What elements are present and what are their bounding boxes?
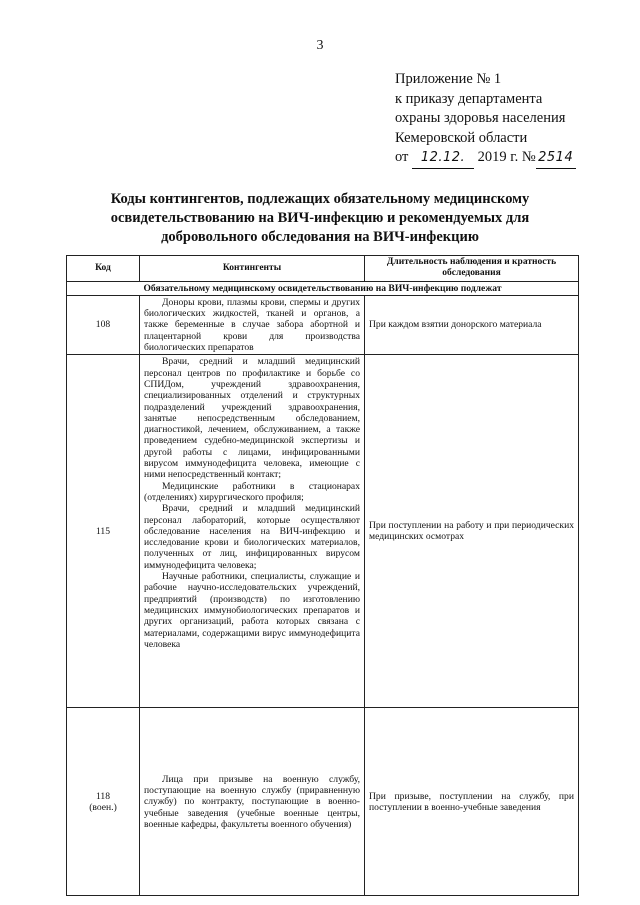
code-value: 108 [95, 319, 111, 331]
code-cell [67, 295, 140, 354]
code-value: 118 [95, 790, 111, 802]
contingent-paragraph: Врачи, средний и младший медицинский персонал центров по профилактике и борьбе со СПИДом, учреждений здравоохранения, специализированных отделений и структурных подразделений учреждений здравоохранения, занятые непосредственным обследованием, диагностикой, лечением, обслуживанием, а также проведением судебно-медицинской экспертизы и другой работы с лицами, инфицированными вирусом иммунодефицита человека, имеющие с ними непосредственный контакт; [144, 356, 360, 481]
contingent-paragraph: Лица при призыве на военную службу, поступающие на военную службу (приравненную службу) по контракту, поступающие в военно-учебные заведения (учебные военные центры, военные кафедры, факультеты военного обучения) [144, 773, 360, 830]
title-line-2: освидетельствованию на ВИЧ-инфекцию и рекомендуемых для [110, 210, 530, 226]
table-header-row [67, 256, 579, 282]
page-number: 3 [316, 38, 324, 53]
duration-cell: При поступлении на работу и при периодических медицинских осмотрах [365, 355, 579, 708]
appendix-line-1: Приложение № 1 [395, 71, 502, 87]
appendix-line-3: охраны здоровья населения [395, 110, 566, 126]
contingent-paragraph: Научные работники, специалисты, служащие и рабочие научно-исследовательских учреждений, предприятий (производств) по изготовлению медицинских иммунобиологических препаратов и других организаций, работа которых связана с материалами, содержащими вирус иммунодефицита человека [144, 571, 360, 650]
header-contingents: Контингенты [140, 256, 365, 282]
title-line-3: добровольного обследования на ВИЧ-инфекцию [161, 229, 479, 245]
duration-cell: При призыве, поступлении на службу, при поступлении в военно-учебные заведения [365, 708, 579, 896]
contingent-paragraph: Медицинские работники в стационарах (отделениях) хирургического профиля; [144, 480, 360, 503]
contingents-cell [140, 295, 365, 354]
handwritten-number: 2514 [538, 150, 574, 165]
section-row [67, 281, 579, 295]
table-row [67, 708, 579, 896]
table-row [67, 295, 579, 354]
contingent-paragraph: Врачи, средний и младший медицинский персонал лабораторий, которые осуществляют обследование населения на ВИЧ-инфекцию и исследование крови и биологических материалов, полученных от лиц, инфицированных вирусом иммунодефицита человека; [144, 503, 360, 571]
date-prefix: от [395, 149, 409, 165]
code-cell [67, 708, 140, 896]
contingents-cell [140, 355, 365, 708]
header-duration: Длительность наблюдения и кратность обследования [365, 256, 579, 282]
duration-cell: При каждом взятии донорского материала [365, 295, 579, 354]
header-code: Код [67, 256, 140, 282]
year-text: 2019 г. № [477, 149, 536, 165]
code-value: 115 [95, 525, 111, 537]
title-line-1: Коды контингентов, подлежащих обязательному медицинскому [110, 191, 530, 207]
handwritten-date: 12.12. [420, 150, 466, 165]
appendix-line-4: Кемеровской области [395, 129, 528, 146]
contingents-cell [140, 708, 365, 896]
appendix-date-line [395, 148, 625, 169]
contingents-table [66, 255, 579, 896]
table-row [67, 355, 579, 708]
code-note: (воен.) [89, 801, 117, 813]
appendix-block [395, 70, 625, 169]
contingent-paragraph: Доноры крови, плазмы крови, спермы и других биологических жидкостей, тканей и органов, а также беременные в случае забора абортной и плацентарной крови для производства биологических препаратов [144, 296, 360, 354]
appendix-line-2: к приказу департамента [395, 90, 543, 107]
document-title [70, 190, 570, 247]
section-title: Обязательному медицинскому освидетельствованию на ВИЧ-инфекцию подлежат [67, 281, 579, 295]
code-cell [67, 355, 140, 708]
